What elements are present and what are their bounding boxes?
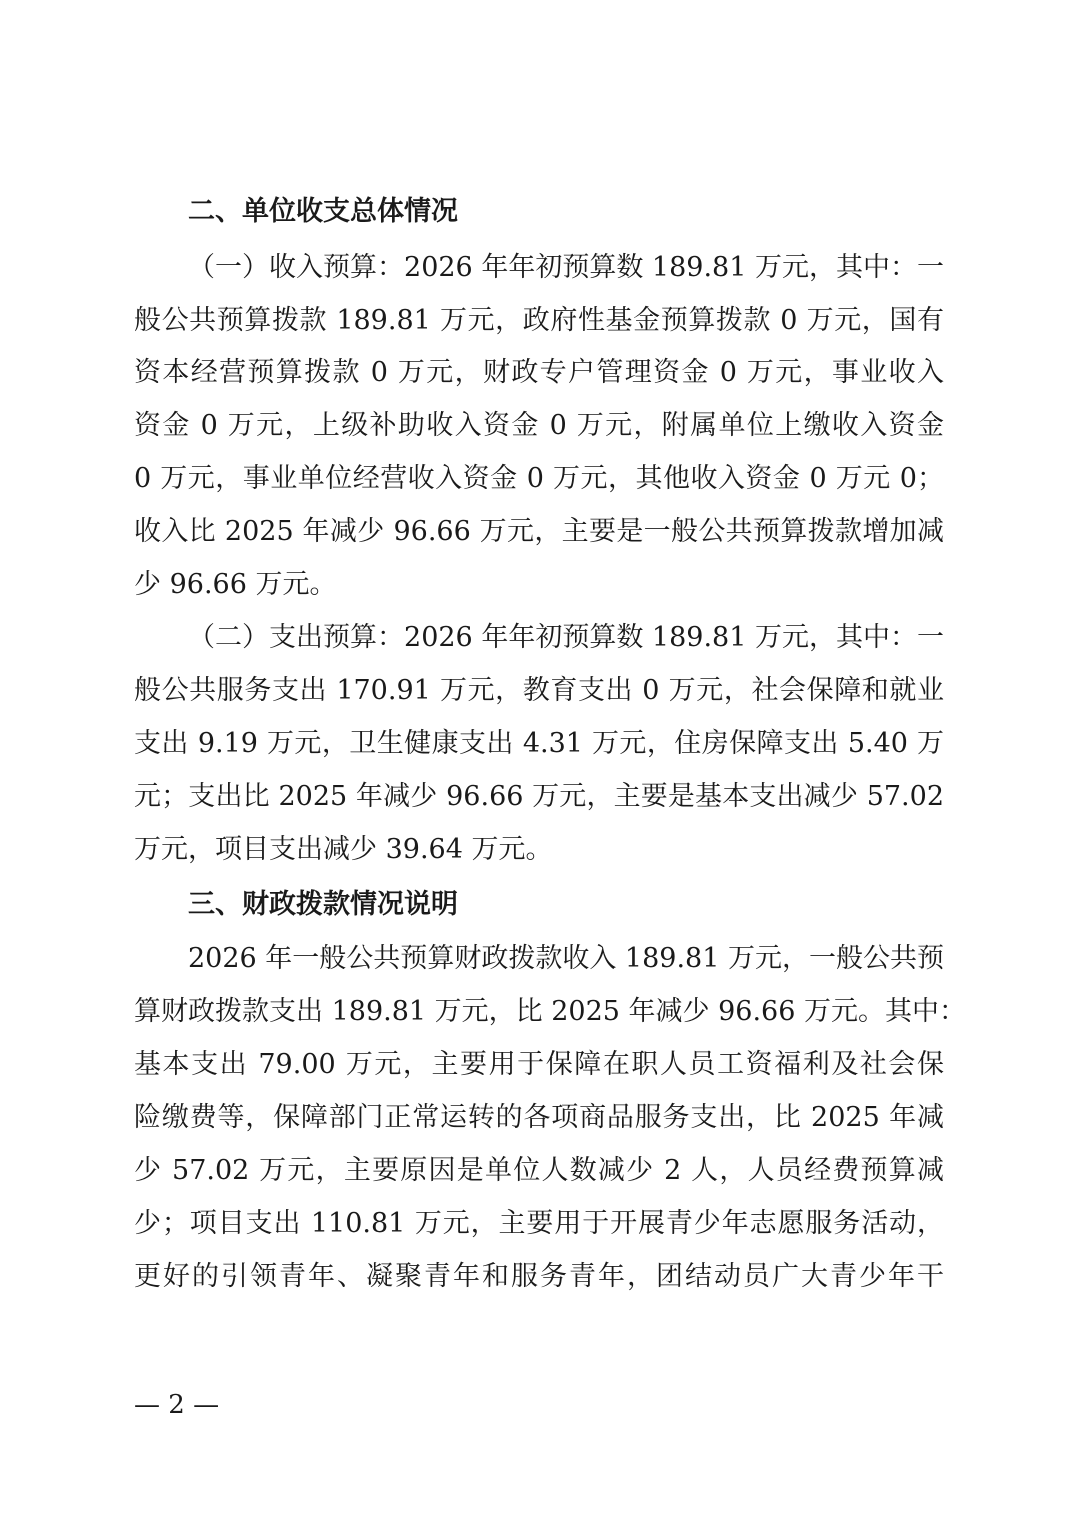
page-number: — 2 — (134, 1390, 220, 1420)
paragraph-line: 万元，项目支出减少 39.64 万元。 (134, 834, 553, 865)
paragraph-line: 少 96.66 万元。 (134, 569, 337, 600)
section-heading-income-expense: 二、单位收支总体情况 (188, 196, 458, 227)
paragraph-line: 少 57.02 万元，主要原因是单位人数减少 2 人，人员经费预算减 (134, 1155, 944, 1186)
paragraph-line: 2026 年一般公共预算财政拨款收入 189.81 万元，一般公共预 (188, 943, 944, 974)
paragraph-line: 元；支出比 2025 年减少 96.66 万元，主要是基本支出减少 57.02 (134, 781, 944, 812)
paragraph-line: 0 万元，事业单位经营收入资金 0 万元，其他收入资金 0 万元 0； (134, 463, 944, 494)
paragraph-line: 基本支出 79.00 万元，主要用于保障在职人员工资福利及社会保 (134, 1049, 944, 1080)
paragraph-line: 资本经营预算拨款 0 万元，财政专户管理资金 0 万元，事业收入 (134, 357, 944, 388)
paragraph-line: 资金 0 万元，上级补助收入资金 0 万元，附属单位上缴收入资金 (134, 410, 944, 441)
paragraph-line: （二）支出预算：2026 年年初预算数 189.81 万元，其中：一 (188, 622, 944, 653)
paragraph-line: 般公共预算拨款 189.81 万元，政府性基金预算拨款 0 万元，国有 (134, 305, 944, 336)
paragraph-line: 收入比 2025 年减少 96.66 万元，主要是一般公共预算拨款增加减 (134, 516, 944, 547)
paragraph-line: （一）收入预算：2026 年年初预算数 189.81 万元，其中：一 (188, 252, 944, 283)
paragraph-line: 少；项目支出 110.81 万元，主要用于开展青少年志愿服务活动， (134, 1208, 944, 1239)
paragraph-line: 般公共服务支出 170.91 万元，教育支出 0 万元，社会保障和就业 (134, 675, 944, 706)
paragraph-line: 算财政拨款支出 189.81 万元，比 2025 年减少 96.66 万元。其中： (134, 996, 966, 1027)
paragraph-line: 更好的引领青年、凝聚青年和服务青年，团结动员广大青少年干 (134, 1261, 944, 1292)
section-heading-fiscal-appropriation: 三、财政拨款情况说明 (188, 889, 458, 920)
paragraph-line: 支出 9.19 万元，卫生健康支出 4.31 万元，住房保障支出 5.40 万 (134, 728, 944, 759)
paragraph-line: 险缴费等，保障部门正常运转的各项商品服务支出，比 2025 年减 (134, 1102, 944, 1133)
